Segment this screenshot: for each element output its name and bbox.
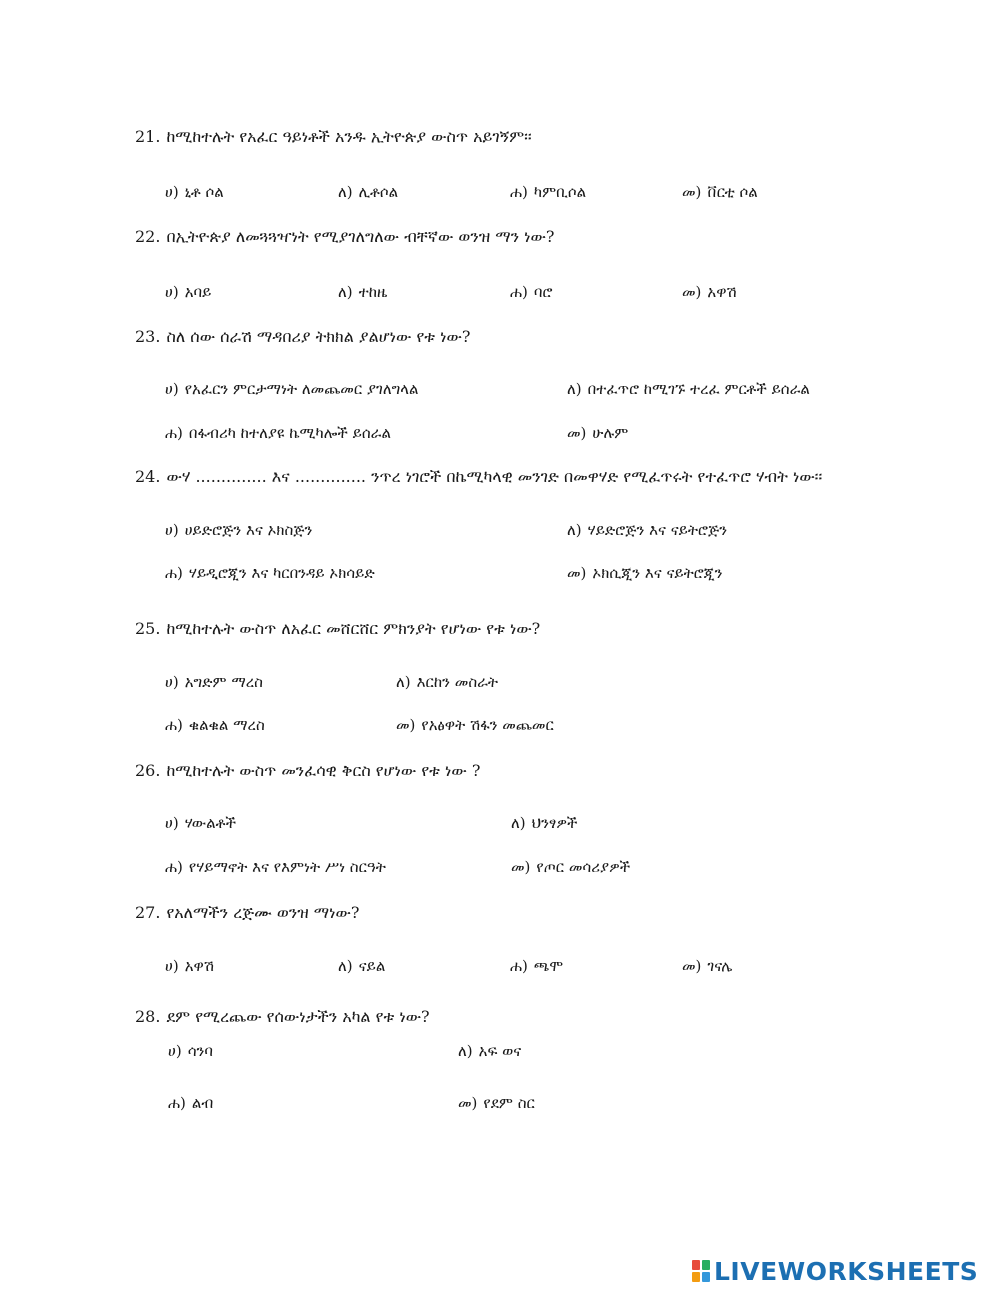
option-25-c[interactable] [165,715,265,735]
logo-mark-tile [702,1272,710,1282]
question-text: ውሃ .............. እና .............. ንጥረ ነገሮች በኬሚካላዊ መንገድ በመዋሃድ የሚፈጥሩት የተፈጥሮ ሃብት ነው፡፡ [166,467,823,486]
option-label: ለ) [338,283,353,301]
option-label: ሐ) [510,283,528,301]
question-text: ከሚከተሉት የአፈር ዓይነቶች አንዱ ኢትዮጵያ ውስጥ አይገኝም፡፡ [166,127,532,146]
option-24-c[interactable] [165,563,375,583]
question-text: ደም የሚረጨው የሰውነታችን አካል የቱ ነው? [166,1007,430,1026]
option-label: ሀ) [165,183,179,201]
question-number: 25. [135,619,161,638]
question-text: ስለ ሰው ሰራሽ ማዳበሪያ ትክክል ያልሆነው የቱ ነው? [166,327,471,346]
option-text: ሀይድሮጅን እና ኦክስጅን [184,521,313,539]
option-22-a[interactable] [165,282,211,302]
option-text: ኒቶ ሶል [184,183,224,201]
option-label: ለ) [511,814,526,832]
option-label: መ) [567,424,587,442]
option-label: ለ) [338,183,353,201]
question-number: 22. [135,227,161,246]
option-text: ሳንባ [187,1042,213,1060]
option-28-b[interactable] [458,1041,521,1061]
option-label: ሐ) [168,1094,186,1112]
question-text: ከሚከተሉት ውስጥ መንፈሳዊ ቅርስ የሆነው የቱ ነው ? [166,761,481,780]
option-label: ሐ) [165,424,183,442]
option-22-b[interactable] [338,282,387,302]
option-text: በፋብሪካ ከተለያዩ ኬሚካሎች ይሰራል [188,424,391,442]
option-25-b[interactable] [396,672,498,692]
question-number: 23. [135,327,161,346]
logo-mark-tile [692,1260,700,1270]
option-label: ለ) [567,380,582,398]
option-28-d[interactable] [458,1093,535,1113]
liveworksheets-logo-icon [692,1260,710,1282]
option-text: አባይ [184,283,212,301]
option-text: ቁልቁል ማረስ [188,716,265,734]
logo-text: LIVEWORKSHEETS [714,1256,979,1286]
option-label: ሐ) [510,957,528,975]
option-label: ሐ) [165,564,183,582]
option-label: መ) [682,957,702,975]
option-24-b[interactable] [567,520,727,540]
option-text: ተከዜ [358,283,388,301]
option-27-a[interactable] [165,956,214,976]
option-24-d[interactable] [567,563,722,583]
option-text: ገናሌ [707,957,733,975]
option-text: ህንፃዎች [531,814,578,832]
option-text: በተፈጥሮ ከሚገኙ ተረፈ ምርቶች ይሰራል [587,380,810,398]
question-22 [135,227,554,247]
option-text: የጦር መሳሪያዎች [536,858,631,876]
question-24 [135,467,822,487]
option-label: ለ) [458,1042,473,1060]
question-number: 21. [135,127,161,146]
option-label: ለ) [396,673,411,691]
option-label: ሐ) [165,716,183,734]
question-number: 24. [135,467,161,486]
option-text: ባሮ [533,283,553,301]
option-label: ሀ) [165,283,179,301]
option-text: አግድም ማረስ [184,673,263,691]
option-label: ሀ) [168,1042,182,1060]
option-26-c[interactable] [165,857,386,877]
option-26-b[interactable] [511,813,578,833]
option-text: እርከን መስራት [416,673,499,691]
option-label: ለ) [567,521,582,539]
question-26 [135,761,480,781]
option-label: ለ) [338,957,353,975]
option-21-b[interactable] [338,182,398,202]
option-25-d[interactable] [396,715,554,735]
option-27-d[interactable] [682,956,732,976]
option-26-d[interactable] [511,857,630,877]
question-28 [135,1007,430,1027]
option-label: መ) [458,1094,478,1112]
option-text: አዋሽ [184,957,214,975]
option-23-d[interactable] [567,423,628,443]
option-22-c[interactable] [510,282,552,302]
option-27-c[interactable] [510,956,563,976]
option-label: መ) [567,564,587,582]
option-21-c[interactable] [510,182,586,202]
question-text: በኢትዮጵያ ለመጓጓዣነት የሚያገለግለው ብቸኛው ወንዝ ማን ነው? [166,227,555,246]
option-text: ሁሉም [592,424,629,442]
option-text: ልብ [191,1094,214,1112]
option-label: መ) [682,183,702,201]
question-25 [135,619,540,639]
option-26-a[interactable] [165,813,236,833]
option-22-d[interactable] [682,282,737,302]
option-text: አዋሽ [707,283,737,301]
logo-mark-tile [702,1260,710,1270]
option-label: ሀ) [165,380,179,398]
option-label: ሀ) [165,957,179,975]
option-text: ኦክሲጂን እና ናይትሮጂን [592,564,723,582]
option-text: የአፅዋት ሽፋን መጨመር [421,716,554,734]
question-text: ከሚከተሉት ውስጥ ለአፈር መሸርሸር ምክንያት የሆነው የቱ ነው? [166,619,541,638]
question-27 [135,903,359,923]
option-text: ሃይዲሮጂን እና ካርበንዳይ ኦክሳይድ [188,564,375,582]
option-25-a[interactable] [165,672,263,692]
logo-mark-tile [692,1272,700,1282]
option-23-a[interactable] [165,379,419,399]
option-label: ሀ) [165,814,179,832]
question-21 [135,127,532,147]
option-label: ሀ) [165,521,179,539]
option-label: መ) [396,716,416,734]
option-label: መ) [682,283,702,301]
question-number: 28. [135,1007,161,1026]
option-23-b[interactable] [567,379,810,399]
question-23 [135,327,470,347]
option-text: የደም ስር [483,1094,535,1112]
option-text: አፍ ወና [478,1042,522,1060]
question-number: 26. [135,761,161,780]
option-21-d[interactable] [682,182,758,202]
liveworksheets-logo[interactable] [692,1256,978,1286]
option-label: ሐ) [165,858,183,876]
option-label: ሀ) [165,673,179,691]
option-21-a[interactable] [165,182,224,202]
option-28-c[interactable] [168,1093,213,1113]
question-number: 27. [135,903,161,922]
option-text: የሃይማኖት እና የእምነት ሥነ ስርዓት [188,858,386,876]
option-28-a[interactable] [168,1041,213,1061]
option-text: የአፈርን ምርታማነት ለመጨመር ያገለግላል [184,380,419,398]
option-text: ሃውልቶች [184,814,237,832]
option-text: ናይል [358,957,386,975]
option-text: ካምቢሶል [533,183,587,201]
question-text: የአለማችን ረጅሙ ወንዝ ማነው? [166,903,360,922]
option-24-a[interactable] [165,520,312,540]
option-23-c[interactable] [165,423,391,443]
option-text: ሃይድሮጅን እና ናይትሮጅን [587,521,728,539]
option-label: ሐ) [510,183,528,201]
option-label: መ) [511,858,531,876]
option-text: ሊቶሶል [358,183,399,201]
option-text: ጫሞ [533,957,564,975]
option-27-b[interactable] [338,956,385,976]
option-text: ቨርቲ ሶል [707,183,758,201]
